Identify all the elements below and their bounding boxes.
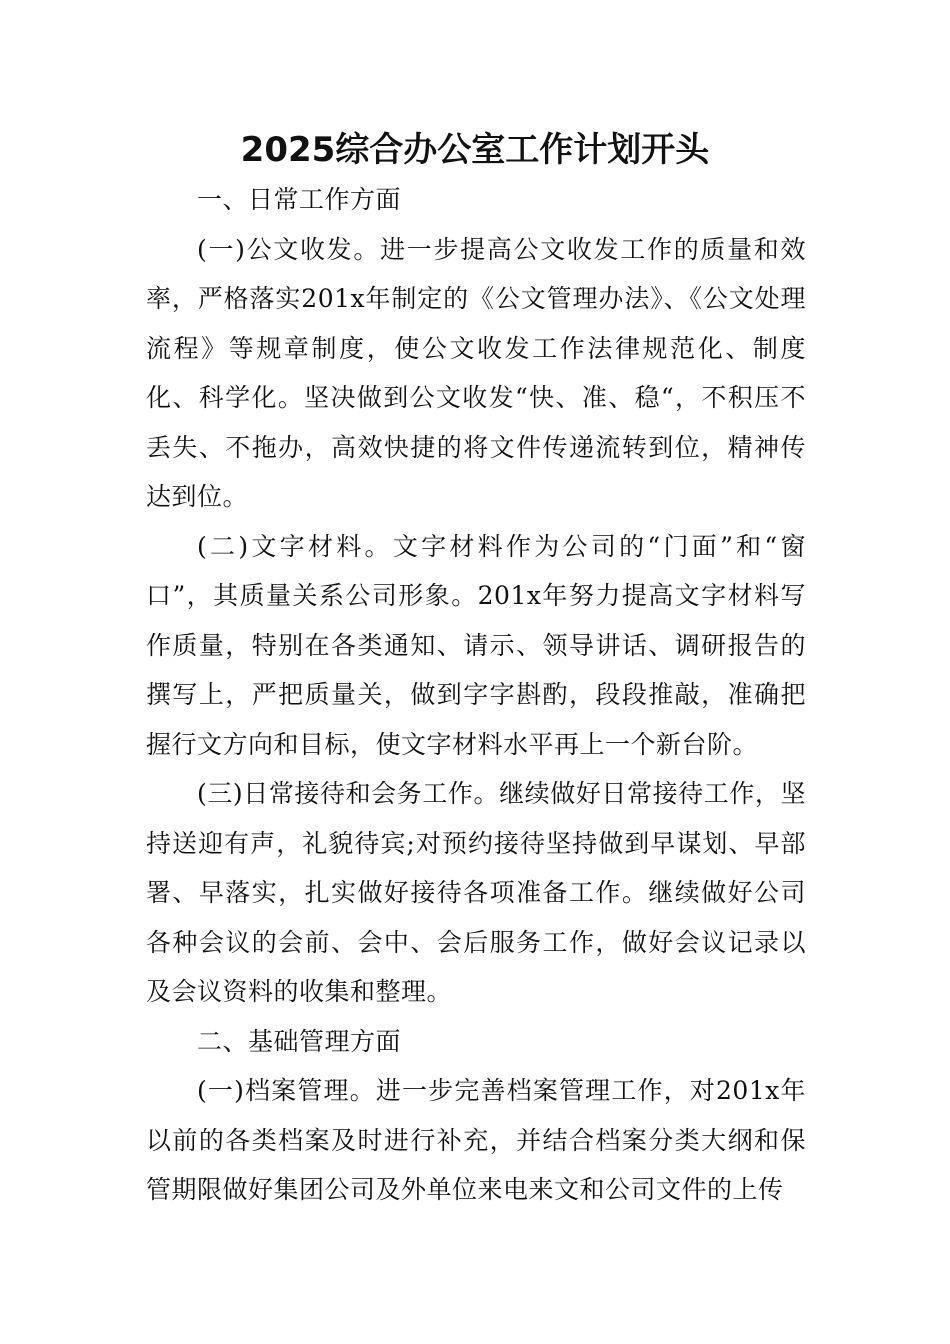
paragraph: (一)公文收发。进一步提高公文收发工作的质量和效率，严格落实201x年制定的《公文管理办法》、《公文处理流程》等规章制度，使公文收发工作法律规范化、制度化、科学化。坚决做到公文收发“快、准、稳“，不积压不丢失、不拖办，高效快捷的将文件传递流转到位，精神传达到位。 xyxy=(146,234,806,511)
document-body xyxy=(146,175,806,1215)
section-heading: 二、基础管理方面 xyxy=(197,1026,402,1056)
section-heading: 一、日常工作方面 xyxy=(197,185,402,214)
paragraph: (一)档案管理。进一步完善档案管理工作，对201x年以前的各类档案及时进行补充，并结合档案分类大纲和保管期限做好集团公司及外单位来电来文和公司文件的上传 xyxy=(146,1076,806,1204)
document-title: 2025综合办公室工作计划开头 xyxy=(240,130,710,170)
paragraph: (二)文字材料。文字材料作为公司的“门面”和“窗口”，其质量关系公司形象。201x年努力提高文字材料写作质量，特别在各类通知、请示、领导讲话、调研报告的撰写上，严把质量关，做到字字斟酌，段段推敲，准确把握行文方向和目标，使文字材料水平再上一个新台阶。 xyxy=(146,531,806,759)
paragraph: (三)日常接待和会务工作。继续做好日常接待工作，坚持送迎有声，礼貌待宾;对预约接待坚持做到早谋划、早部署、早落实，扎实做好接待各项准备工作。继续做好公司各种会议的会前、会中、会后服务工作，做好会议记录以及会议资料的收集和整理。 xyxy=(146,779,806,1006)
